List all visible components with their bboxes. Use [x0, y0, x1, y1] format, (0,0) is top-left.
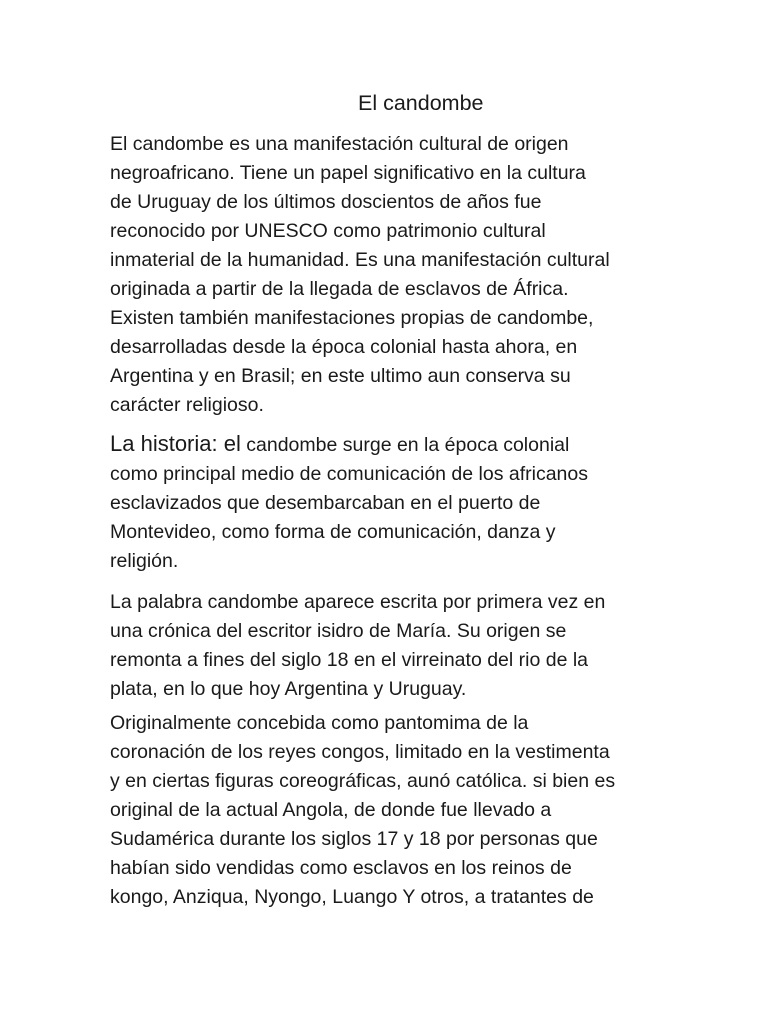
document-title: El candombe	[358, 91, 484, 115]
paragraph-2-line-4: Montevideo, como forma de comunicación, danza y	[110, 521, 556, 543]
paragraph-1-line-4: reconocido por UNESCO como patrimonio cultural	[110, 220, 546, 242]
paragraph-3-line-4: plata, en lo que hoy Argentina y Uruguay.	[110, 678, 467, 700]
paragraph-1-line-9: Argentina y en Brasil; en este ultimo aun conserva su	[110, 365, 571, 387]
paragraph-2-line-3: esclavizados que desembarcaban en el puerto de	[110, 492, 541, 514]
paragraph-3-line-2: una crónica del escritor isidro de María. Su origen se	[110, 620, 567, 642]
paragraph-2-line-2: como principal medio de comunicación de los africanos	[110, 463, 588, 485]
paragraph-1-line-8: desarrolladas desde la época colonial hasta ahora, en	[110, 336, 578, 358]
section-heading-la-historia: La historia: el	[110, 431, 241, 456]
paragraph-2-line-1	[110, 429, 569, 460]
paragraph-1-line-3: de Uruguay de los últimos doscientos de años fue	[110, 191, 542, 213]
paragraph-3-line-3: remonta a fines del siglo 18 en el virreinato del rio de la	[110, 649, 589, 671]
paragraph-4-line-1: Originalmente concebida como pantomima de la	[110, 712, 529, 734]
paragraph-4-line-5: Sudamérica durante los siglos 17 y 18 por personas que	[110, 828, 598, 850]
paragraph-4-line-3: y en ciertas figuras coreográficas, aunó católica. si bien es	[110, 770, 616, 792]
paragraph-3-line-1: La palabra candombe aparece escrita por primera vez en	[110, 591, 606, 613]
paragraph-2-line-5: religión.	[110, 550, 179, 572]
paragraph-1-line-1: El candombe es una manifestación cultural de origen	[110, 133, 569, 155]
paragraph-2-line-1-text: candombe surge en la época colonial	[240, 434, 570, 456]
paragraph-1-line-6: originada a partir de la llegada de esclavos de África.	[110, 278, 569, 300]
paragraph-1-line-2: negroafricano. Tiene un papel significativo en la cultura	[110, 162, 586, 184]
paragraph-4-line-2: coronación de los reyes congos, limitado en la vestimenta	[110, 741, 610, 763]
paragraph-1-line-7: Existen también manifestaciones propias de candombe,	[110, 307, 594, 329]
paragraph-1-line-10: carácter religioso.	[110, 394, 264, 416]
paragraph-4-line-4: original de la actual Angola, de donde fue llevado a	[110, 799, 552, 821]
paragraph-4-line-6: habían sido vendidas como esclavos en los reinos de	[110, 857, 572, 879]
paragraph-4-line-7: kongo, Anziqua, Nyongo, Luango Y otros, a tratantes de	[110, 886, 594, 908]
paragraph-1-line-5: inmaterial de la humanidad. Es una manifestación cultural	[110, 249, 610, 271]
